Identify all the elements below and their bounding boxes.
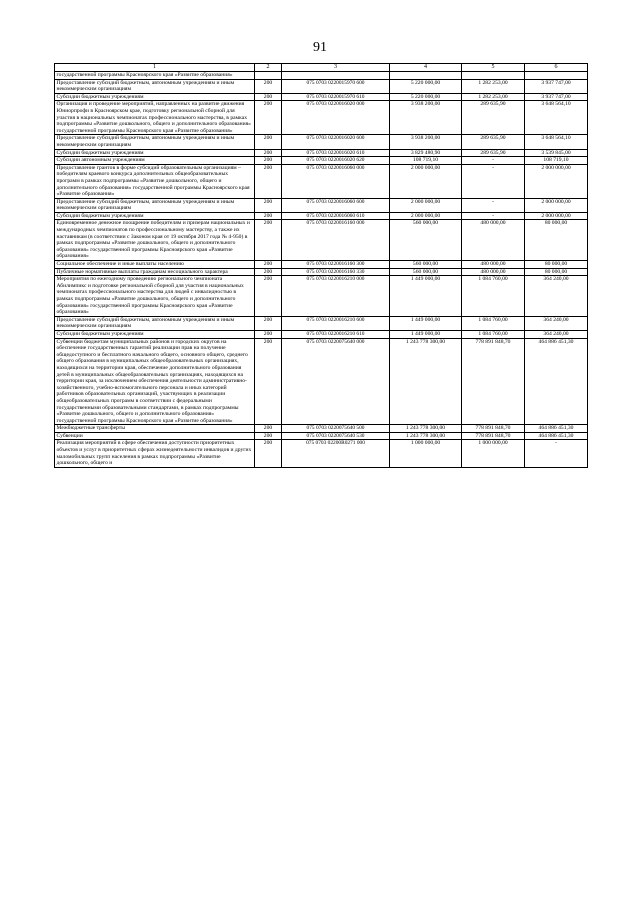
table-row	[55, 164, 588, 198]
row-col2-cell: 200	[255, 268, 282, 276]
table-row	[55, 338, 588, 425]
row-remainder-cell	[525, 72, 588, 80]
row-code-cell: 075 0703 0220016020 610	[282, 149, 390, 157]
row-amount-cell: 1 449 000,00	[390, 276, 462, 317]
row-amount-cell: 5 220 000,00	[390, 79, 462, 93]
row-col2-cell: 200	[255, 220, 282, 261]
table-row	[55, 268, 588, 276]
row-amount-cell: 3 938 200,00	[390, 135, 462, 149]
row-code-cell: 075 0703 0220016210 600	[282, 316, 390, 330]
row-code-cell	[282, 72, 390, 80]
row-code-cell: 075 0703 0220016210 000	[282, 276, 390, 317]
table-row	[55, 198, 588, 212]
row-executed-cell: 480 000,00	[462, 220, 525, 261]
row-code-cell: 075 0703 0220016020 620	[282, 157, 390, 165]
row-executed-cell: 289 635,90	[462, 135, 525, 149]
row-remainder-cell: 3 539 845,00	[525, 149, 588, 157]
row-col2-cell: 200	[255, 164, 282, 198]
row-col2-cell: 200	[255, 316, 282, 330]
row-amount-cell: 1 000 000,00	[390, 440, 462, 467]
row-code-cell: 075 0703 0220016020 600	[282, 135, 390, 149]
row-name-cell: Субвенции бюджетам муниципальных районов и городских округов на обеспечение государственных гарантий реализации прав на получение общедоступного и бесплатного начального общего, основного общего, среднего общего образования в муниципальных общеобразовательных организациях, находящихся на территории края, обеспечение дополнительного образования детей в муниципальных общеобразовательных организациях, находящихся на территории края, за исключением обеспечения деятельности административно-хозяйственного, учебно-вспомогательного персонала и иных категорий работников образовательных организаций, участвующих в реализации общеобразовательных программ в соответствии с федеральными государственными образовательными стандартами, в рамках подпрограммы «Развитие дошкольного, общего и дополнительного образования» государственной программы Красноярского края «Развитие образования»	[55, 338, 255, 425]
row-code-cell: 075 0703 0220075640 530	[282, 432, 390, 440]
row-code-cell: 075 0703 02200R0271 000	[282, 440, 390, 467]
row-remainder-cell: 364 240,00	[525, 330, 588, 338]
table-row	[55, 149, 588, 157]
row-name-cell: Организация и проведение мероприятий, направленных на развитие движения Юниорпрофи в Красноярском крае, подготовку региональной сборной для участия в национальных чемпионатах профессионального мастерства, в рамках подпрограммы «Развитие дошкольного, общего и дополнительного образования» государственной программы Красноярского края «Развитие образования»	[55, 101, 255, 135]
header-cell-3: 3	[282, 64, 390, 72]
row-name-cell: Социальное обеспечение и иные выплаты населению	[55, 261, 255, 269]
row-code-cell: 075 0703 0220016020 000	[282, 101, 390, 135]
row-code-cell: 075 0703 0220016060 000	[282, 164, 390, 198]
table-row	[55, 79, 588, 93]
table-row	[55, 72, 588, 80]
row-code-cell: 075 0703 0220016060 600	[282, 198, 390, 212]
row-amount-cell: 108 719,10	[390, 157, 462, 165]
row-name-cell: Предоставление грантов в форме субсидий образовательным организациям – победителям краевого конкурса дополнительных общеобразовательных программ в рамках подпрограммы «Развитие дошкольного, общего и дополнительного образования» государственной программы Красноярского края «Развитие образования»	[55, 164, 255, 198]
row-name-cell: Субсидии бюджетным учреждениям	[55, 93, 255, 101]
row-name-cell: Предоставление субсидий бюджетным, автономным учреждениям и иным некоммерческим организациям	[55, 135, 255, 149]
row-executed-cell: 1 282 253,00	[462, 93, 525, 101]
table-row	[55, 157, 588, 165]
page-number: 91	[313, 40, 327, 55]
row-amount-cell: 1 243 778 300,00	[390, 338, 462, 425]
row-remainder-cell: 80 000,00	[525, 220, 588, 261]
row-executed-cell: 289 635,90	[462, 149, 525, 157]
header-cell-6: 6	[525, 64, 588, 72]
row-name-cell: Субвенции	[55, 432, 255, 440]
row-name-cell: Субсидии бюджетным учреждениям	[55, 149, 255, 157]
row-name-cell: Предоставление субсидий бюджетным, автономным учреждениям и иным некоммерческим организациям	[55, 316, 255, 330]
header-cell-2: 2	[255, 64, 282, 72]
row-remainder-cell: 464 886 451,30	[525, 432, 588, 440]
row-code-cell: 075 0703 0220016210 610	[282, 330, 390, 338]
row-col2-cell: 200	[255, 261, 282, 269]
row-remainder-cell: 464 886 451,30	[525, 425, 588, 433]
row-executed-cell: 1 084 760,00	[462, 276, 525, 317]
row-code-cell: 075 0703 0220016060 610	[282, 212, 390, 220]
row-amount-cell: 1 449 000,00	[390, 316, 462, 330]
row-amount-cell: 1 243 778 300,00	[390, 425, 462, 433]
row-name-cell: Предоставление субсидий бюджетным, автономным учреждениям и иным некоммерческим организациям	[55, 79, 255, 93]
row-amount-cell: 2 000 000,00	[390, 212, 462, 220]
header-row	[55, 64, 588, 72]
table-row	[55, 316, 588, 330]
row-remainder-cell: 2 000 000,00	[525, 164, 588, 198]
row-remainder-cell: 464 886 451,30	[525, 338, 588, 425]
row-code-cell: 075 0703 0220015970 600	[282, 79, 390, 93]
table-row	[55, 101, 588, 135]
row-name-cell: Межбюджетные трансферты	[55, 425, 255, 433]
row-amount-cell: 2 000 000,00	[390, 198, 462, 212]
row-executed-cell: 480 000,00	[462, 268, 525, 276]
row-remainder-cell: 108 719,10	[525, 157, 588, 165]
row-name-cell: Мероприятия по ежегодному проведению регионального чемпионата Абилимпикс и подготовке региональной сборной для участия в национальных чемпионатах профессионального мастерства для людей с инвалидностью в рамках подпрограммы «Развитие дошкольного, общего и дополнительного образования» государственной программы Красноярского края «Развитие образования»	[55, 276, 255, 317]
header-cell-5: 5	[462, 64, 525, 72]
row-col2-cell: 200	[255, 157, 282, 165]
row-col2-cell	[255, 72, 282, 80]
row-amount-cell: 3 829 480,90	[390, 149, 462, 157]
row-amount-cell: 5 220 000,00	[390, 93, 462, 101]
row-executed-cell: -	[462, 212, 525, 220]
row-remainder-cell: 3 937 747,00	[525, 79, 588, 93]
row-col2-cell: 200	[255, 93, 282, 101]
row-amount-cell: 560 000,00	[390, 220, 462, 261]
row-code-cell: 075 0703 0220075640 500	[282, 425, 390, 433]
row-remainder-cell: 2 000 000,00	[525, 212, 588, 220]
row-executed-cell: 1 084 760,00	[462, 330, 525, 338]
row-col2-cell: 200	[255, 212, 282, 220]
row-col2-cell: 200	[255, 198, 282, 212]
row-remainder-cell: 364 240,00	[525, 276, 588, 317]
row-code-cell: 075 0703 0220075640 000	[282, 338, 390, 425]
table-row	[55, 276, 588, 317]
row-remainder-cell: 364 240,00	[525, 316, 588, 330]
row-col2-cell: 200	[255, 149, 282, 157]
row-code-cell: 075 0703 0220015970 610	[282, 93, 390, 101]
row-executed-cell: -	[462, 198, 525, 212]
row-col2-cell: 200	[255, 79, 282, 93]
row-remainder-cell: 3 648 564,10	[525, 101, 588, 135]
row-code-cell: 075 0703 0220016160 000	[282, 220, 390, 261]
table-body	[55, 64, 588, 468]
table-row	[55, 440, 588, 467]
row-name-cell: Реализация мероприятий в сфере обеспечения доступности приоритетных объектов и услуг в приоритетных сферах жизнедеятельности инвалидов и других маломобильных групп населения в рамках подпрограммы «Развитие дошкольного, общего и	[55, 440, 255, 467]
row-col2-cell: 200	[255, 440, 282, 467]
table-row	[55, 212, 588, 220]
row-name-cell: Субсидии автономным учреждениям	[55, 157, 255, 165]
row-remainder-cell: 3 937 747,00	[525, 93, 588, 101]
row-code-cell: 075 0703 0220016160 330	[282, 268, 390, 276]
row-name-cell: Предоставление субсидий бюджетным, автономным учреждениям и иным некоммерческим организациям	[55, 198, 255, 212]
table-row	[55, 425, 588, 433]
row-remainder-cell: -	[525, 440, 588, 467]
row-col2-cell: 200	[255, 330, 282, 338]
row-amount-cell: 3 938 200,00	[390, 101, 462, 135]
row-executed-cell: 778 891 848,70	[462, 425, 525, 433]
row-remainder-cell: 2 000 000,00	[525, 198, 588, 212]
header-cell-1: 1	[55, 64, 255, 72]
row-col2-cell: 200	[255, 101, 282, 135]
row-executed-cell: 289 635,90	[462, 101, 525, 135]
row-col2-cell: 200	[255, 276, 282, 317]
row-col2-cell: 200	[255, 135, 282, 149]
table-row	[55, 261, 588, 269]
table-row	[55, 93, 588, 101]
row-name-cell: Единовременное денежное поощрение победителям и призерам национальных и международных чемпионатов по профессиональному мастерству, а также их наставникам (в соответствии с Законом края от 19 октября 2017 года № 4-950) в рамках подпрограммы «Развитие дошкольного, общего и дополнительного образования» государственной программы Красноярского края «Развитие образования»	[55, 220, 255, 261]
row-name-cell: Публичные нормативные выплаты гражданам несоциального характера	[55, 268, 255, 276]
row-amount-cell: 2 000 000,00	[390, 164, 462, 198]
row-executed-cell: 778 891 848,70	[462, 432, 525, 440]
row-name-cell: государственной программы Красноярского края «Развитие образования»	[55, 72, 255, 80]
row-executed-cell	[462, 72, 525, 80]
row-remainder-cell: 80 000,00	[525, 268, 588, 276]
row-name-cell: Субсидии бюджетным учреждениям	[55, 330, 255, 338]
row-col2-cell: 200	[255, 432, 282, 440]
row-amount-cell: 560 000,00	[390, 268, 462, 276]
row-executed-cell: 1 282 253,00	[462, 79, 525, 93]
row-executed-cell: 480 000,00	[462, 261, 525, 269]
header-cell-4: 4	[390, 64, 462, 72]
row-code-cell: 075 0703 0220016160 300	[282, 261, 390, 269]
row-executed-cell: 1 000 000,00	[462, 440, 525, 467]
row-col2-cell: 200	[255, 425, 282, 433]
row-executed-cell: -	[462, 157, 525, 165]
row-executed-cell: -	[462, 164, 525, 198]
row-executed-cell: 778 891 848,70	[462, 338, 525, 425]
row-amount-cell: 1 449 000,00	[390, 330, 462, 338]
row-remainder-cell: 3 648 564,10	[525, 135, 588, 149]
row-amount-cell: 560 000,00	[390, 261, 462, 269]
row-col2-cell: 200	[255, 338, 282, 425]
row-amount-cell	[390, 72, 462, 80]
row-amount-cell: 1 243 778 300,00	[390, 432, 462, 440]
budget-table	[54, 63, 588, 468]
row-remainder-cell: 80 000,00	[525, 261, 588, 269]
table-row	[55, 432, 588, 440]
table-row	[55, 330, 588, 338]
table-row	[55, 135, 588, 149]
row-name-cell: Субсидии бюджетным учреждениям	[55, 212, 255, 220]
table-row	[55, 220, 588, 261]
row-executed-cell: 1 084 760,00	[462, 316, 525, 330]
